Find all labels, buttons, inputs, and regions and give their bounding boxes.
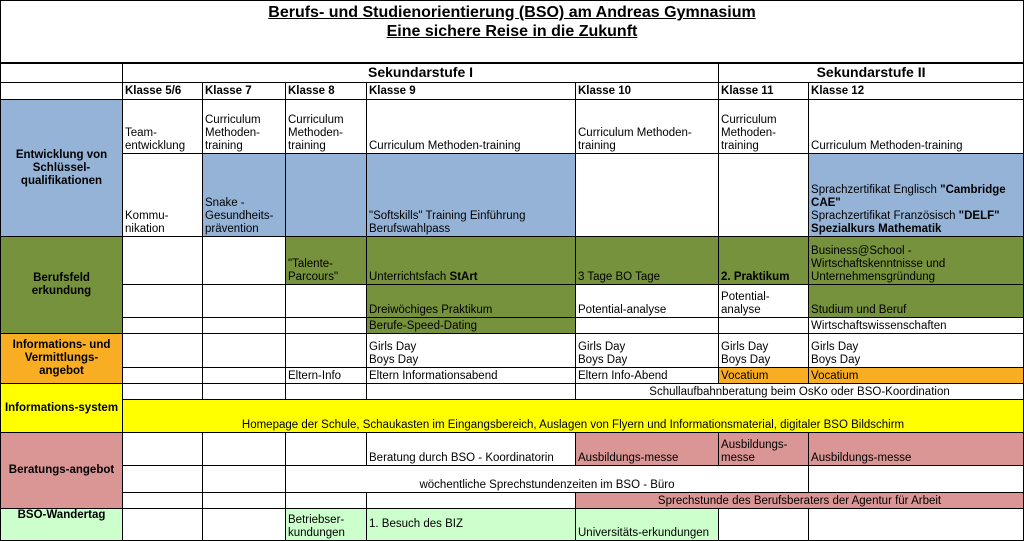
cell-empty [123,368,203,384]
sprach-en-bold: "Cambridge CAE" [811,184,1006,209]
cell-talente: "Talente-Parcours" [286,237,367,285]
cell-empty [123,334,203,368]
cell-empty [123,384,203,400]
stage-sek1: Sekundarstufe I [123,63,719,83]
cell-empty [576,318,719,334]
class-row [1,83,1024,100]
cell-speed: Berufe-Speed-Dating [367,318,576,334]
cell-empty [203,368,286,384]
table-row [1,318,1024,334]
empty-corner-2 [1,83,123,100]
class-10: Klasse 10 [576,83,719,100]
stage-sek2: Sekundarstufe II [719,63,1024,83]
spezialkurs-text: Spezialkurs Mathematik [811,223,942,235]
section-beratung: Beratungs-angebot [1,433,123,509]
cell-empty [203,318,286,334]
table-row [1,368,1024,384]
cell-empty [203,285,286,318]
table-row [1,237,1024,285]
cell-empty [203,493,286,509]
cell-snake: Snake - Gesundheits-prävention [203,154,286,237]
cell-empty [203,509,286,541]
cell-empty [719,318,809,334]
cell-praktikum3: Dreiwöchiges Praktikum [367,285,576,318]
boys-day-10: Boys Day [578,354,628,366]
sprach-fr-text: Sprachzertifikat Französisch [811,210,959,222]
cell-curriculum-8: Curriculum Methoden-training [286,100,367,154]
table-row [1,400,1024,433]
boys-day-11: Boys Day [721,354,771,366]
cell-eltern-info: Eltern-Info [286,368,367,384]
cell-business: Business@School - Wirtschaftskenntnisse und Unternehmensgründung [809,237,1024,285]
cell-empty [203,237,286,285]
girls-day-11: Girls Day [721,341,769,353]
cell-vocatium-12: Vocatium [809,368,1024,384]
class-7: Klasse 7 [203,83,286,100]
cell-empty [286,285,367,318]
cell-potential-10: Potential-analyse [576,285,719,318]
cell-biz: 1. Besuch des BIZ [367,509,576,541]
cell-beratung-bso: Beratung durch BSO - Koordinatorin [367,433,576,466]
cell-praktikum2: 2. Praktikum [719,237,809,285]
cell-empty [123,318,203,334]
cell-empty [719,509,809,541]
cell-girlsboys-12 [809,334,1024,368]
cell-empty-11 [719,154,809,237]
cell-empty [123,509,203,541]
cell-empty-8 [286,154,367,237]
class-11: Klasse 11 [719,83,809,100]
boys-day-12: Boys Day [811,354,861,366]
cell-curriculum-11: Curriculum Methoden-training [719,100,809,154]
cell-empty [286,318,367,334]
cell-bo-tage: 3 Tage BO Tage [576,237,719,285]
cell-girlsboys-9 [367,334,576,368]
cell-curriculum-7: Curriculum Methoden-training [203,100,286,154]
cell-potential-11: Potential-analyse [719,285,809,318]
cell-girlsboys-11 [719,334,809,368]
boys-day-9: Boys Day [369,354,419,366]
section-info-vermittlung: Informations- und Vermittlungs-angebot [1,334,123,384]
cell-empty [203,384,286,400]
stage-row [1,63,1024,83]
cell-empty [203,466,286,493]
cell-curriculum-9: Curriculum Methoden-training [367,100,576,154]
sprach-fr-bold: "DELF" [958,210,1000,222]
cell-studium: Studium und Beruf [809,285,1024,318]
cell-empty [203,334,286,368]
cell-empty [809,466,1024,493]
cell-eltern-abend: Eltern Informationsabend [367,368,576,384]
cell-homepage: Homepage der Schule, Schaukasten im Eingangsbereich, Auslagen von Flyern und Informationsmaterial, digitaler BSO Bildschirm [123,400,1024,433]
section-info-system: Informations-system [1,384,123,433]
table-row [1,466,1024,493]
class-9: Klasse 9 [367,83,576,100]
document-title [0,0,1024,64]
girls-day-9: Girls Day [369,341,417,353]
cell-vocatium-11: Vocatium [719,368,809,384]
class-8: Klasse 8 [286,83,367,100]
cell-teamentwicklung: Team-entwicklung [123,100,203,154]
class-12: Klasse 12 [809,83,1024,100]
table-row [1,100,1024,154]
cell-girlsboys-10 [576,334,719,368]
cell-ausbildung-12: Ausbildungs-messe [809,433,1024,466]
table-row [1,154,1024,237]
cell-empty [809,509,1024,541]
cell-ausbildung-11: Ausbildungs-messe [719,433,809,466]
cell-curriculum-12: Curriculum Methoden-training [809,100,1024,154]
cell-ausbildung-10: Ausbildungs-messe [576,433,719,466]
table-row [1,493,1024,509]
table-row [1,285,1024,318]
cell-empty [123,433,203,466]
cell-empty [123,237,203,285]
table-row [1,384,1024,400]
table-row [1,509,1024,541]
cell-schullaufbahn: Schullaufbahnberatung beim OsKo oder BSO-Koordination [576,384,1024,400]
cell-empty [123,285,203,318]
section-wandertag: BSO-Wandertag [1,509,123,541]
bso-table [0,62,1024,541]
girls-day-12: Girls Day [811,341,859,353]
empty-corner [1,63,123,83]
cell-empty [286,334,367,368]
cell-sprachzertifikate [809,154,1024,237]
section-schluessel: Entwicklung von Schlüssel-qualifikationen [1,100,123,237]
cell-kommunikation: Kommu-nikation [123,154,203,237]
cell-empty [286,493,367,509]
cell-empty [286,384,367,400]
cell-empty [367,384,576,400]
section-berufsfeld: Berufsfeld erkundung [1,237,123,334]
cell-empty [123,466,203,493]
cell-empty [367,493,576,509]
cell-sprechstunden: wöchentliche Sprechstundenzeiten im BSO - Büro [286,466,809,493]
cell-uni: Universitäts-erkundungen [576,509,719,541]
girls-day-10: Girls Day [578,341,626,353]
cell-betriebser: Betriebser-kundungen [286,509,367,541]
cell-eltern-info-abend: Eltern Info-Abend [576,368,719,384]
title-line-1: Berufs- und Studienorientierung (BSO) am Andreas Gymnasium [268,4,756,21]
cell-wiwi: Wirtschaftswissenschaften [809,318,1024,334]
cell-softskills: "Softskills" Training Einführung Berufswahlpass [367,154,576,237]
table-row [1,334,1024,368]
cell-empty [286,433,367,466]
title-line-2: Eine sichere Reise in die Zukunft [386,23,638,40]
unterricht-text: Unterrichtsfach [369,271,450,283]
cell-empty [203,433,286,466]
cell-berufsberater: Sprechstunde des Berufsberaters der Agentur für Arbeit [576,493,1024,509]
cell-empty [123,493,203,509]
unterricht-bold: StArt [449,271,478,283]
cell-curriculum-10: Curriculum Methoden-training [576,100,719,154]
sprach-en-text: Sprachzertifikat Englisch [811,184,941,196]
table-row [1,433,1024,466]
cell-empty-10 [576,154,719,237]
class-5-6: Klasse 5/6 [123,83,203,100]
cell-unterricht [367,237,576,285]
